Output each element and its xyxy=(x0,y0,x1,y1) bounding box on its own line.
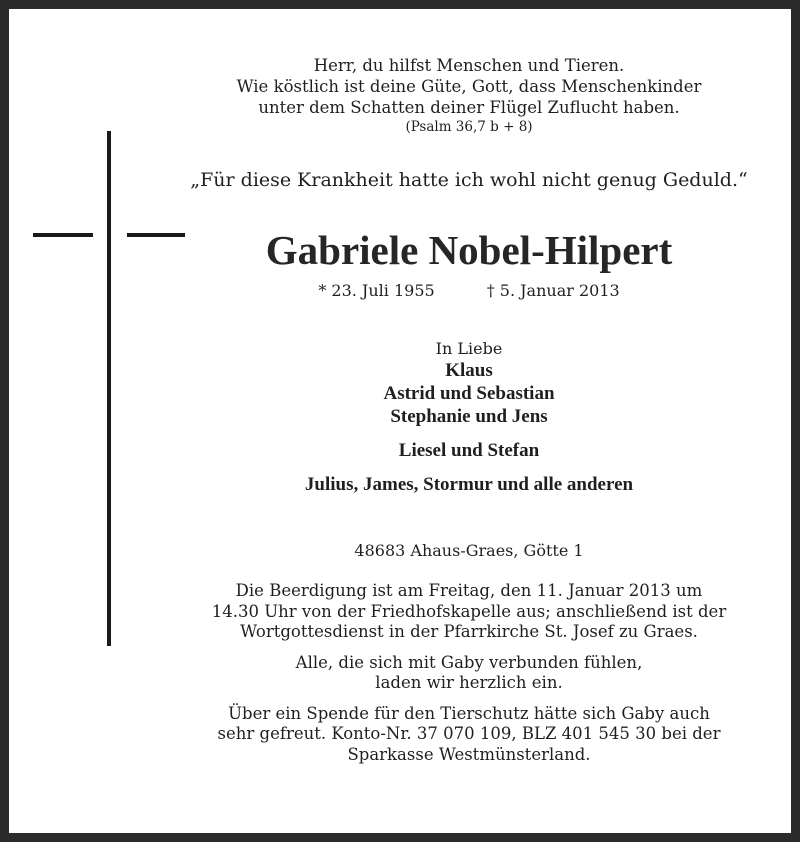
family-address: 48683 Ahaus-Graes, Götte 1 xyxy=(354,541,584,560)
mourners-group-2 xyxy=(189,439,749,462)
mourners-group-1 xyxy=(189,359,749,428)
verse-line: Herr, du hilfst Menschen und Tieren. xyxy=(313,56,625,75)
invitation-notice xyxy=(189,653,749,694)
birth-date: * 23. Juli 1955 xyxy=(318,281,435,300)
obituary-content xyxy=(189,55,749,765)
donation-line: sehr gefreut. Konto-Nr. 37 070 109, BLZ 401 545 30 bei der xyxy=(217,724,721,743)
verse-reference: (Psalm 36,7 b + 8) xyxy=(405,119,533,135)
deceased-name: Gabriele Nobel-Hilpert xyxy=(265,227,673,273)
funeral-line: Wortgottesdienst in der Pfarrkirche St. Josef zu Graes. xyxy=(240,622,698,641)
donation-notice xyxy=(189,704,749,766)
verse-line: Wie köstlich ist deine Güte, Gott, dass Menschenkinder xyxy=(236,77,702,96)
death-date: † 5. Januar 2013 xyxy=(486,281,620,300)
psalm-verse xyxy=(189,55,749,137)
invitation-line: Alle, die sich mit Gaby verbunden fühlen, xyxy=(295,652,643,672)
mourners-intro: In Liebe xyxy=(435,339,503,358)
mourners-group-3 xyxy=(189,473,749,496)
mourner-name: Klaus xyxy=(445,360,493,381)
mourner-name: Liesel und Stefan xyxy=(398,440,540,461)
cross-vertical-bar xyxy=(107,131,111,646)
verse-line: unter dem Schatten deiner Flügel Zuflucht haben. xyxy=(258,98,680,117)
donation-line: Über ein Spende für den Tierschutz hätte sich Gaby auch xyxy=(228,703,710,723)
funeral-notice xyxy=(189,581,749,643)
mourner-name: Julius, James, Stormur und alle anderen xyxy=(304,474,634,495)
cross-right-arm xyxy=(127,233,185,237)
funeral-line: 14.30 Uhr von der Friedhofskapelle aus; anschließend ist der xyxy=(211,601,727,621)
mourner-name: Stephanie und Jens xyxy=(390,406,548,427)
mourner-name: Astrid und Sebastian xyxy=(383,383,555,404)
donation-line: Sparkasse Westmünsterland. xyxy=(347,744,591,764)
cross-left-arm xyxy=(33,233,93,237)
life-dates xyxy=(189,281,749,301)
funeral-line: Die Beerdigung ist am Freitag, den 11. Januar 2013 um xyxy=(235,581,703,600)
quote: „Für diese Krankheit hatte ich wohl nicht genug Geduld.“ xyxy=(190,169,748,191)
invitation-line: laden wir herzlich ein. xyxy=(375,673,563,692)
